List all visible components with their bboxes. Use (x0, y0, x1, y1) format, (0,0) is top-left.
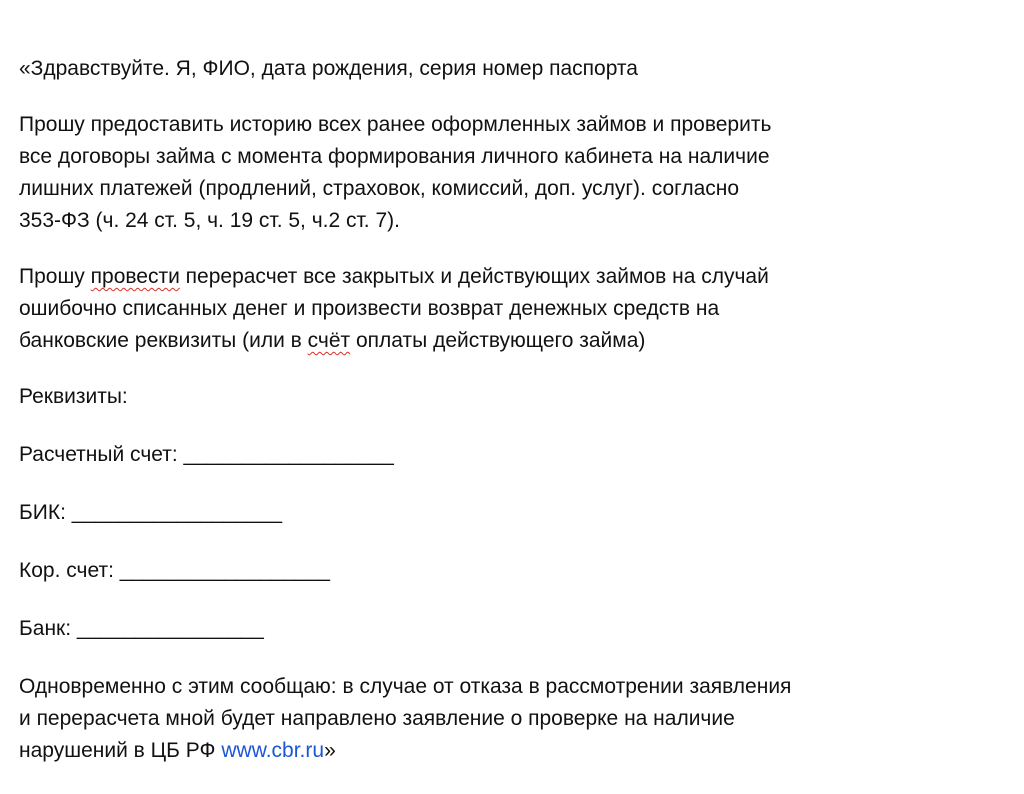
paragraph-line: лишних платежей (продлений, страховок, комиссий, доп. услуг). согласно (19, 177, 740, 200)
field-bank (19, 613, 1009, 645)
closing-paragraph (19, 671, 1009, 767)
field-corr-account-text: Кор. счет: __________________ (19, 559, 330, 582)
greeting-line (19, 53, 1009, 85)
paragraph-line: ошибочно списанных денег и произвести возврат денежных средств на (19, 297, 720, 320)
cbr-link[interactable]: www.cbr.ru (221, 739, 325, 762)
paragraph-line: 353-ФЗ (ч. 24 ст. 5, ч. 19 ст. 5, ч.2 ст. 7). (19, 209, 400, 232)
text-fragment: перерасчет все закрытых и действующих займов на случай (179, 265, 769, 288)
recalculation-paragraph (19, 261, 1009, 357)
text-fragment: Прошу (19, 265, 91, 288)
spellcheck-flagged-word[interactable]: счёт (307, 329, 351, 352)
text-fragment: банковские реквизиты (или в (19, 329, 308, 352)
document-body (19, 53, 1009, 767)
field-bik-text: БИК: __________________ (19, 501, 283, 524)
field-bik (19, 497, 1009, 529)
requisites-heading-text: Реквизиты: (19, 385, 128, 408)
closing-quote: » (324, 739, 336, 762)
paragraph-line: Одновременно с этим сообщаю: в случае от отказа в рассмотрении заявления (19, 675, 792, 698)
paragraph-line: все договоры займа с момента формирования личного кабинета на наличие (19, 145, 770, 168)
paragraph-line (19, 261, 1009, 293)
requisites-heading (19, 381, 1009, 413)
paragraph-line: Прошу предоставить историю всех ранее оформленных займов и проверить (19, 113, 772, 136)
paragraph-line (19, 735, 1009, 767)
greeting-text: «Здравствуйте. Я, ФИО, дата рождения, серия номер паспорта (19, 57, 638, 80)
field-bank-text: Банк: ________________ (19, 617, 264, 640)
field-account-text: Расчетный счет: __________________ (19, 443, 394, 466)
text-fragment: оплаты действующего займа) (350, 329, 646, 352)
paragraph-line: и перерасчета мной будет направлено заявление о проверке на наличие (19, 707, 735, 730)
paragraph-line (19, 325, 1009, 357)
request-history-paragraph (19, 109, 1009, 237)
text-fragment: нарушений в ЦБ РФ (19, 739, 222, 762)
spellcheck-flagged-word[interactable]: провести (90, 265, 180, 288)
field-corr-account (19, 555, 1009, 587)
field-account (19, 439, 1009, 471)
